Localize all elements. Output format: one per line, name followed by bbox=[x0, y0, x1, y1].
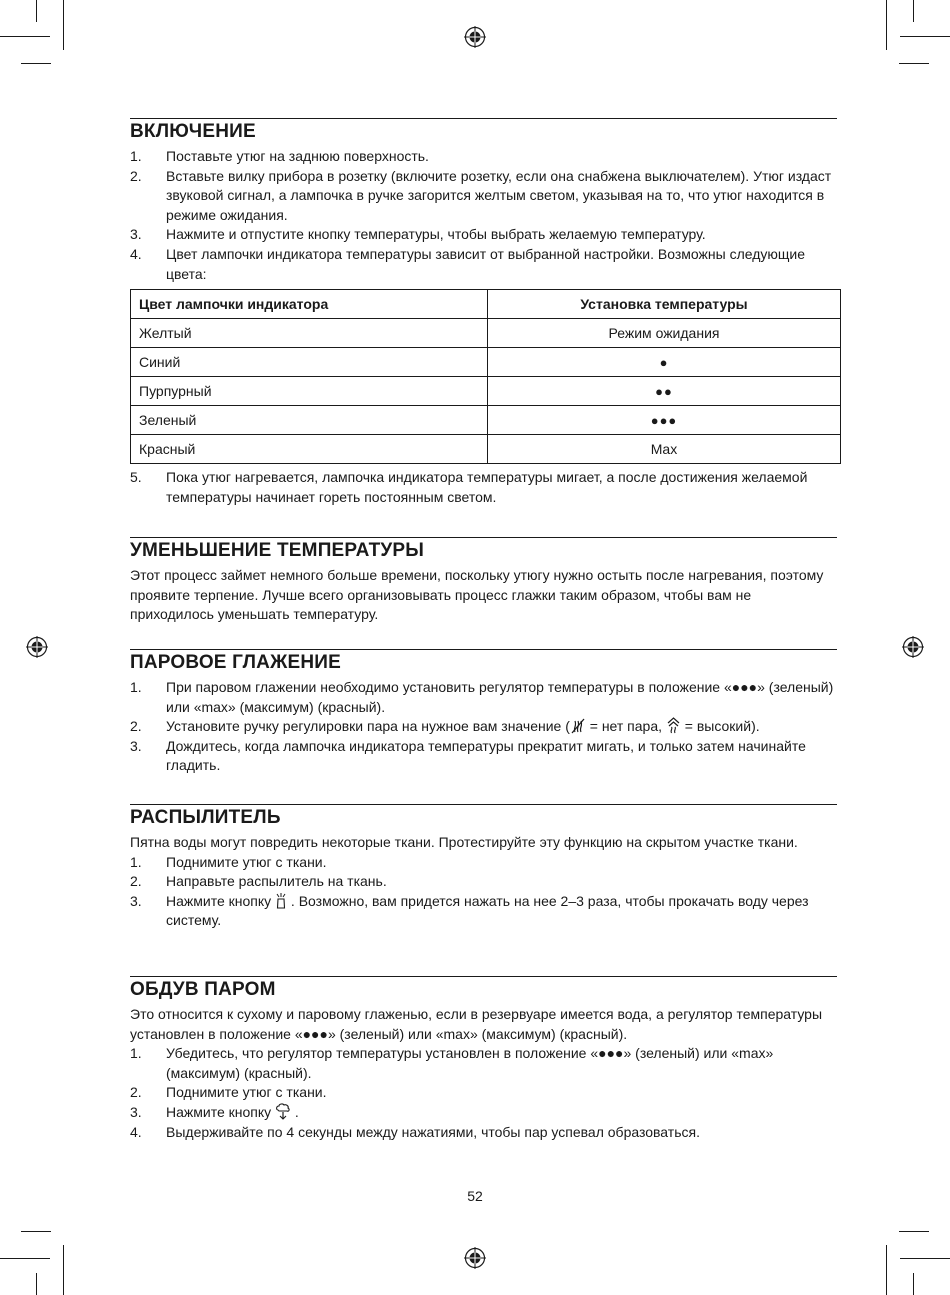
section-title: УМЕНЬШЕНИЕ ТЕМПЕРАТУРЫ bbox=[130, 540, 425, 561]
crop-mark bbox=[913, 1273, 914, 1295]
crop-mark bbox=[36, 0, 37, 22]
section-steam-ironing bbox=[130, 649, 837, 776]
table-cell: Пурпурный bbox=[131, 377, 488, 406]
paragraph: Этот процесс займет немного больше времени, поскольку утюгу нужно остыть после нагревания, поэтому проявите терпение. Лучше всего организовывать процесс глажки таким образом, чтобы вам не приходилось уменьшать температуру. bbox=[130, 567, 824, 623]
table-cell: Max bbox=[488, 435, 841, 464]
page-number: 52 bbox=[467, 1188, 483, 1204]
crop-mark bbox=[899, 1231, 929, 1232]
section-reduce-temperature bbox=[130, 537, 837, 625]
crop-mark bbox=[0, 1258, 50, 1259]
steps-list bbox=[130, 468, 837, 507]
registration-mark-icon bbox=[464, 26, 486, 48]
crop-mark bbox=[63, 0, 64, 50]
crop-mark bbox=[63, 1245, 64, 1295]
high-steam-icon bbox=[666, 717, 681, 734]
list-item: 2. Установите ручку регулировки пара на нужное вам значение ( = нет пара, = высокий). bbox=[130, 718, 760, 735]
section-title: ОБДУВ ПАРОМ bbox=[130, 979, 276, 1000]
table-cell: ●● bbox=[488, 377, 841, 406]
section-title: РАСПЫЛИТЕЛЬ bbox=[130, 807, 281, 828]
section-power-on bbox=[130, 118, 837, 507]
paragraph: Пятна воды могут повредить некоторые ткани. Протестируйте эту функцию на скрытом участке ткани. bbox=[130, 834, 798, 850]
section-steam-burst bbox=[130, 976, 837, 1142]
table-row bbox=[131, 406, 841, 435]
crop-mark bbox=[36, 1273, 37, 1295]
crop-mark bbox=[886, 0, 887, 50]
table-cell: Красный bbox=[131, 435, 488, 464]
spray-button-icon bbox=[275, 892, 287, 909]
table-row bbox=[131, 319, 841, 348]
table-cell: Зеленый bbox=[131, 406, 488, 435]
table-cell: ● bbox=[488, 348, 841, 377]
list-item: 4. Цвет лампочки индикатора температуры зависит от выбранной настройки. Возможны следующие цвета: bbox=[130, 245, 806, 282]
table-cell: Желтый bbox=[131, 319, 488, 348]
list-item: 1. Поднимите утюг с ткани. bbox=[130, 853, 327, 870]
table-row bbox=[131, 348, 841, 377]
list-item: 3. Нажмите кнопку . bbox=[130, 1103, 299, 1120]
list-item: 1. При паровом глажении необходимо установить регулятор температуры в положение «●●●» (зеленый) или «max» (максимум) (красный). bbox=[130, 679, 834, 715]
list-item: 1. Поставьте утюг на заднюю поверхность. bbox=[130, 148, 429, 164]
list-item: 5. Пока утюг нагревается, лампочка индикатора температуры мигает, а после достижения желаемой температуры начинает гореть постоянным светом. bbox=[130, 469, 808, 505]
table-cell: Синий bbox=[131, 348, 488, 377]
registration-mark-icon bbox=[26, 636, 48, 658]
steps-list bbox=[130, 853, 837, 931]
list-item: 3. Дождитесь, когда лампочка индикатора температуры прекратит мигать, и только затем начинайте гладить. bbox=[130, 737, 806, 774]
indicator-table bbox=[130, 289, 841, 464]
list-item: 1. Убедитесь, что регулятор температуры установлен в положение «●●●» (зеленый) или «max» (максимум) (красный). bbox=[130, 1045, 774, 1081]
steam-burst-button-icon bbox=[275, 1103, 291, 1120]
steps-list bbox=[130, 678, 837, 776]
table-cell: ●●● bbox=[488, 406, 841, 435]
paragraph: Это относится к сухому и паровому глаженью, если в резервуаре имеется вода, а регулятор температуры установлен в положение «●●●» (зеленый) или «max» (максимум) (красный). bbox=[130, 1006, 823, 1042]
column-header: Цвет лампочки индикатора bbox=[131, 290, 488, 319]
crop-mark bbox=[900, 1258, 950, 1259]
table-cell: Режим ожидания bbox=[488, 319, 841, 348]
section-title: ВКЛЮЧЕНИЕ bbox=[130, 121, 256, 142]
section-title: ПАРОВОЕ ГЛАЖЕНИЕ bbox=[130, 652, 342, 673]
section-rule bbox=[130, 649, 837, 650]
column-header: Установка температуры bbox=[488, 290, 841, 319]
crop-mark bbox=[900, 36, 950, 37]
steps-list bbox=[130, 147, 837, 284]
list-item: 2. Вставьте вилку прибора в розетку (включите розетку, если она снабжена выключателем). Утюг издаст звуковой сигнал, а лампочка в ручке загорится желтым светом, указывая на то, что утюг находится в режиме ожидания. bbox=[130, 167, 832, 223]
no-steam-icon bbox=[570, 717, 586, 734]
list-item: 3. Нажмите и отпустите кнопку температуры, чтобы выбрать желаемую температуру. bbox=[130, 226, 706, 243]
section-rule bbox=[130, 118, 837, 119]
crop-mark bbox=[21, 1231, 51, 1232]
crop-mark bbox=[886, 1245, 887, 1295]
section-rule bbox=[130, 537, 837, 538]
registration-mark-icon bbox=[464, 1247, 486, 1269]
list-item: 2. Поднимите утюг с ткани. bbox=[130, 1084, 327, 1101]
section-rule bbox=[130, 976, 837, 977]
registration-mark-icon bbox=[902, 636, 924, 658]
crop-mark bbox=[0, 36, 50, 37]
table-row bbox=[131, 377, 841, 406]
list-item: 4. Выдерживайте по 4 секунды между нажатиями, чтобы пар успевал образоваться. bbox=[130, 1123, 700, 1140]
steps-list bbox=[130, 1044, 837, 1142]
section-sprayer bbox=[130, 804, 837, 931]
section-rule bbox=[130, 804, 837, 805]
list-item: 3. Нажмите кнопку . Возможно, вам придется нажать на нее 2–3 раза, чтобы прокачать воду через систему. bbox=[130, 892, 809, 929]
table-row bbox=[131, 435, 841, 464]
crop-mark bbox=[21, 63, 51, 64]
crop-mark bbox=[913, 0, 914, 22]
list-item: 2. Направьте распылитель на ткань. bbox=[130, 873, 387, 890]
table-header-row bbox=[131, 290, 841, 319]
crop-mark bbox=[899, 63, 929, 64]
